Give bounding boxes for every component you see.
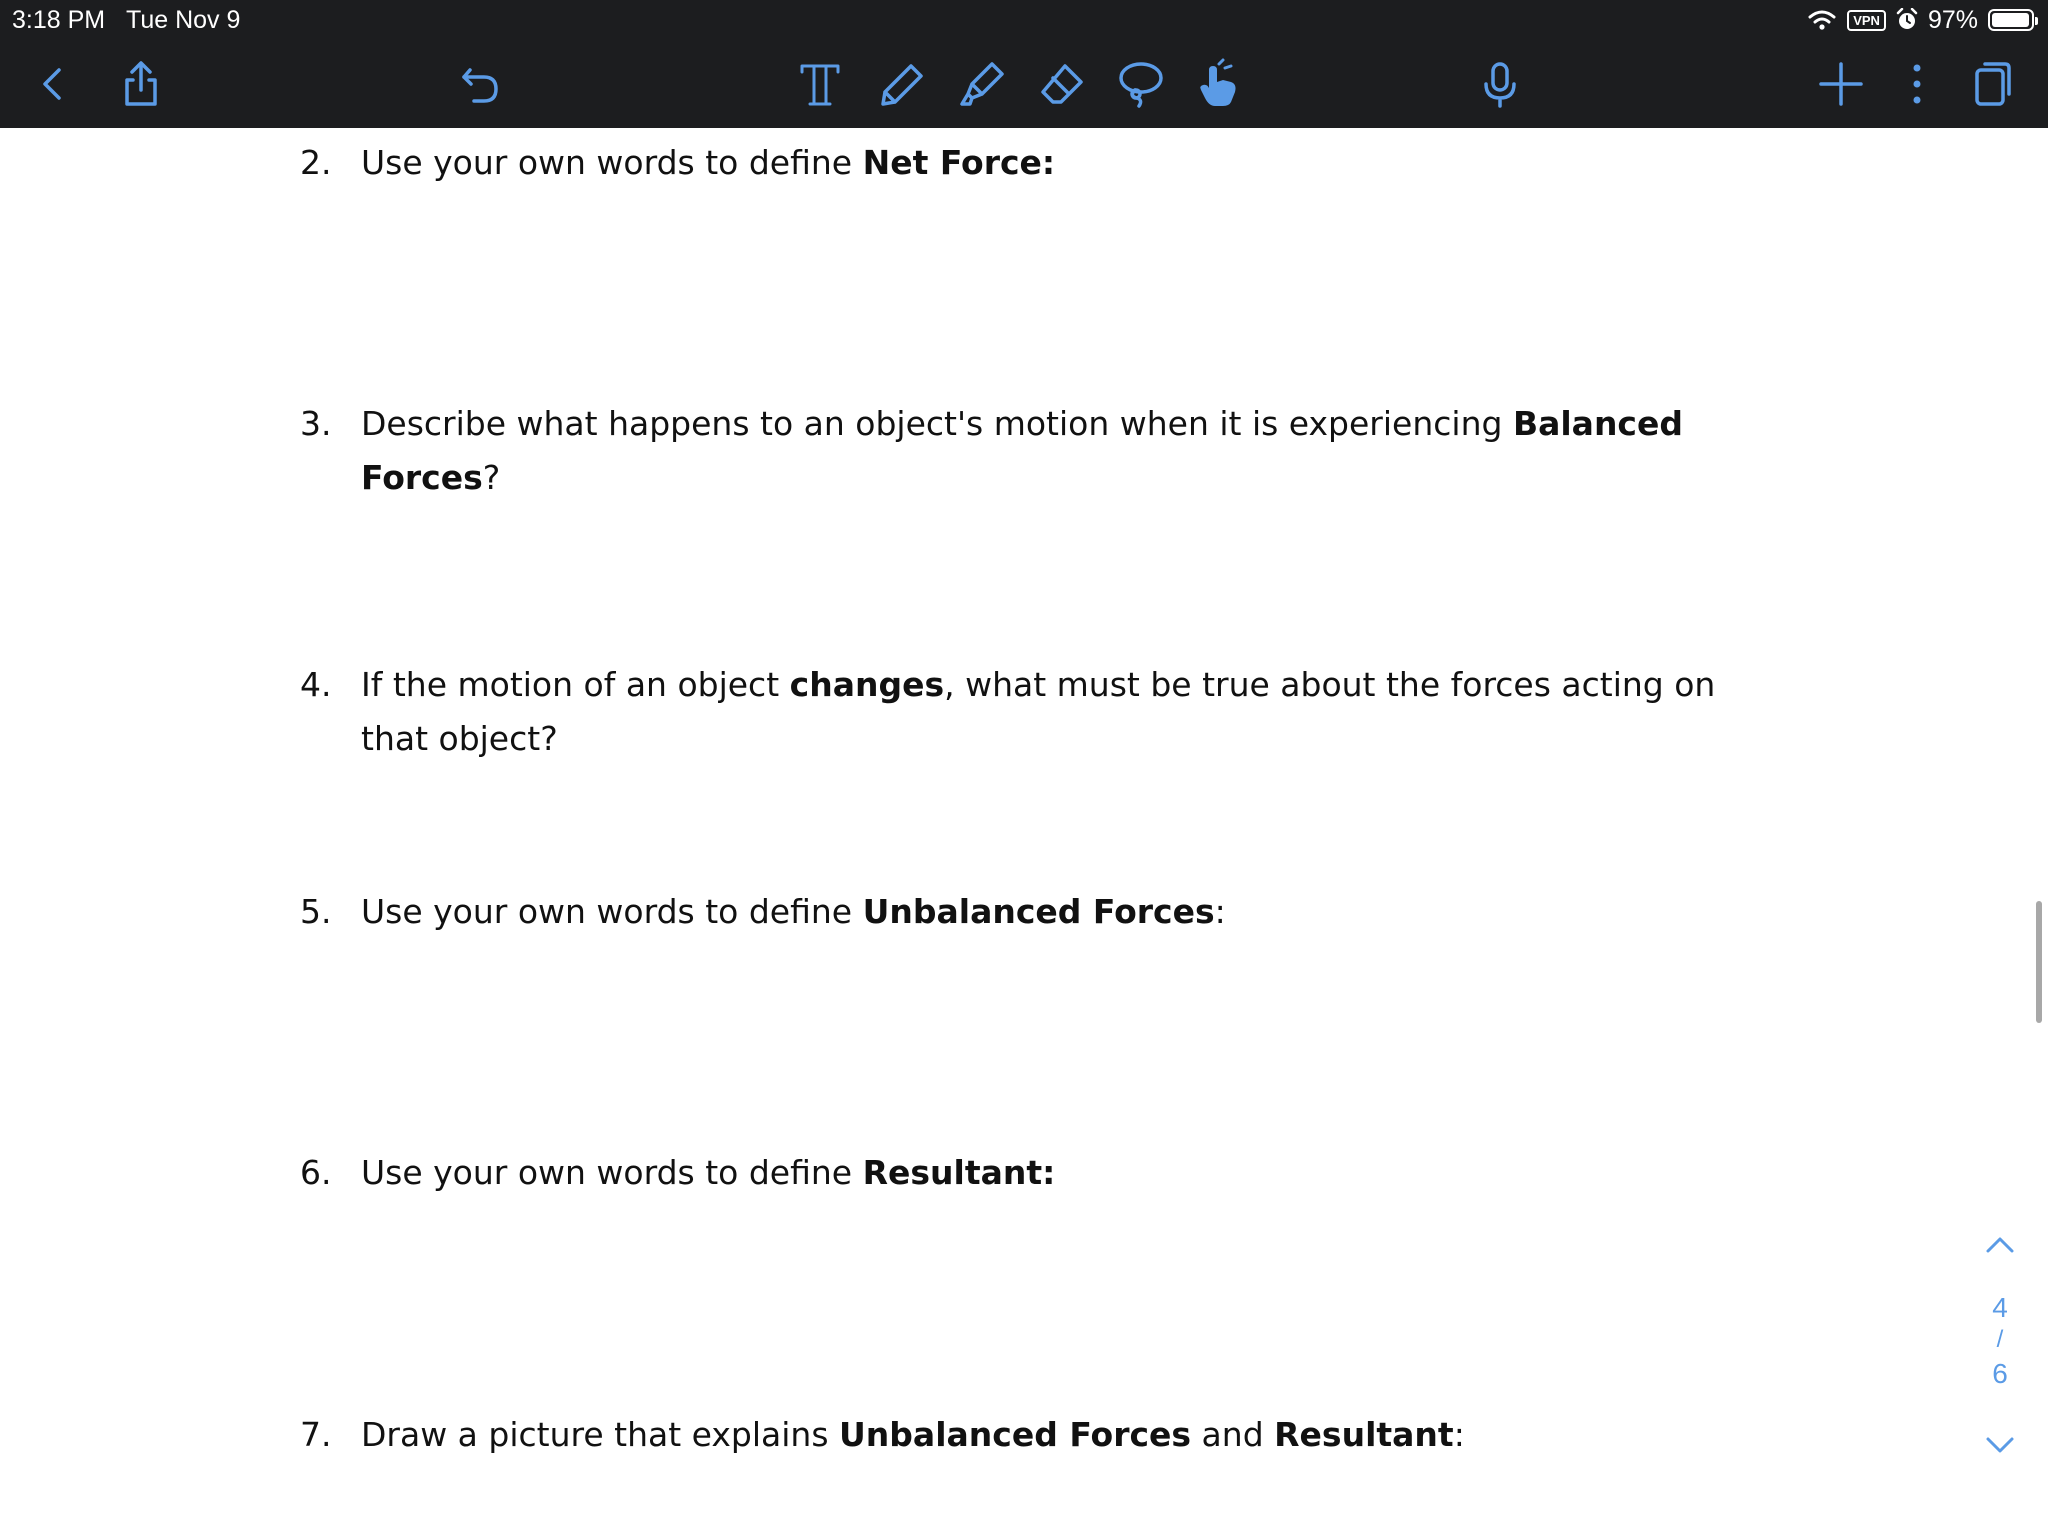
highlighter-icon xyxy=(956,58,1008,110)
battery-icon xyxy=(1988,9,2034,31)
question-text-segment: : xyxy=(1453,1415,1465,1454)
pencil-icon xyxy=(877,58,929,110)
question-text-segment: ? xyxy=(482,458,501,497)
next-page-button[interactable] xyxy=(1984,1432,2016,1456)
total-pages-number: 6 xyxy=(1992,1358,2008,1389)
question-number: 2. xyxy=(300,143,332,182)
document-page[interactable] xyxy=(0,128,2048,1536)
back-icon xyxy=(27,58,79,110)
eraser-button[interactable] xyxy=(1025,48,1097,120)
share-button[interactable] xyxy=(105,48,177,120)
question-text xyxy=(361,658,1750,766)
question-6 xyxy=(300,1146,1750,1200)
question-keyword: Resultant: xyxy=(862,1153,1056,1192)
question-text-segment: If the motion of an object xyxy=(361,665,790,704)
battery-cap xyxy=(2035,17,2038,25)
question-keyword: Net Force: xyxy=(862,143,1056,182)
question-text-segment: Describe what happens to an object's motion when it is experiencing xyxy=(361,404,1513,443)
undo-icon xyxy=(454,58,506,110)
scroll-indicator[interactable] xyxy=(2036,901,2042,1023)
question-7 xyxy=(300,1408,1750,1462)
microphone-icon xyxy=(1474,58,1526,110)
question-2 xyxy=(300,136,1750,190)
pencil-button[interactable] xyxy=(867,48,939,120)
question-keyword: Balanced Forces xyxy=(361,404,1683,497)
toolbar xyxy=(0,40,2048,128)
question-number: 6. xyxy=(300,1153,332,1192)
lasso-icon xyxy=(1115,58,1167,110)
question-text xyxy=(361,1408,1750,1462)
page-navigator xyxy=(1980,1220,2020,1460)
question-keyword: Unbalanced Forces xyxy=(862,892,1215,931)
question-number: 7. xyxy=(300,1415,332,1454)
current-page-number: 4 xyxy=(1992,1292,2008,1323)
question-text-segment: , what must be true about the forces acting on that object? xyxy=(361,665,1716,758)
chevron-down-icon xyxy=(1984,1433,2016,1457)
status-date: Tue Nov 9 xyxy=(126,6,241,34)
text-tool-button[interactable] xyxy=(784,48,856,120)
question-text-segment: Draw a picture that explains xyxy=(361,1415,840,1454)
add-button[interactable] xyxy=(1805,48,1877,120)
previous-page-button[interactable] xyxy=(1984,1232,2016,1256)
question-keyword: Resultant xyxy=(1274,1415,1454,1454)
question-keyword: changes xyxy=(789,665,945,704)
back-button[interactable] xyxy=(17,48,89,120)
touch-hand-icon xyxy=(1193,58,1245,110)
question-number: 3. xyxy=(300,404,332,443)
question-4 xyxy=(300,658,1750,766)
question-text-segment: Use your own words to define xyxy=(361,143,863,182)
question-5 xyxy=(300,885,1750,939)
highlighter-button[interactable] xyxy=(946,48,1018,120)
status-bar xyxy=(0,0,2048,40)
battery-percent: 97% xyxy=(1927,5,1978,34)
touch-hand-button[interactable] xyxy=(1183,48,1255,120)
pages-button[interactable] xyxy=(1957,48,2029,120)
question-text-segment: Use your own words to define xyxy=(361,1153,863,1192)
chevron-up-icon xyxy=(1984,1233,2016,1257)
question-text-segment: : xyxy=(1214,892,1226,931)
undo-button[interactable] xyxy=(444,48,516,120)
question-number: 4. xyxy=(300,665,332,704)
add-icon xyxy=(1815,58,1867,110)
question-number: 5. xyxy=(300,892,332,931)
battery-fill xyxy=(1992,13,2029,27)
vpn-badge: VPN xyxy=(1847,10,1886,31)
lasso-button[interactable] xyxy=(1105,48,1177,120)
microphone-button[interactable] xyxy=(1464,48,1536,120)
question-text xyxy=(361,885,1750,939)
question-text-segment: Use your own words to define xyxy=(361,892,863,931)
page-separator: / xyxy=(1996,1326,2004,1353)
more-icon xyxy=(1891,58,1943,110)
status-icons xyxy=(1807,4,2034,36)
wifi-icon xyxy=(1807,8,1837,32)
status-time: 3:18 PM xyxy=(12,6,106,34)
question-text xyxy=(361,136,1750,190)
more-button[interactable] xyxy=(1881,48,1953,120)
question-3 xyxy=(300,397,1750,505)
question-keyword: Unbalanced Forces xyxy=(839,1415,1192,1454)
pages-icon xyxy=(1967,58,2019,110)
question-text xyxy=(361,1146,1750,1200)
question-text xyxy=(361,397,1750,505)
text-tool-icon xyxy=(794,58,846,110)
eraser-icon xyxy=(1035,58,1087,110)
share-icon xyxy=(115,58,167,110)
question-text-segment: and xyxy=(1191,1415,1275,1454)
alarm-icon xyxy=(1896,8,1918,32)
